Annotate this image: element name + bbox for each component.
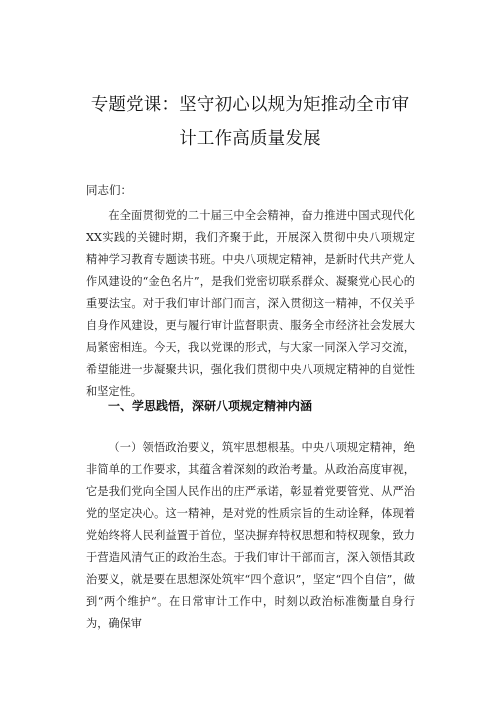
body-paragraph-1: 在全面贯彻党的二十届三中全会精神，奋力推进中国式现代化XX实践的关键时期，我们齐聚于此，开展深入贯彻中央八项规定精神学习教育专题读书班。中央八项规定精神，是新时代共产党人作风建设的“金色名片”，是我们党密切联系群众、凝聚党心民心的重要法宝。对于我们审计部门而言，深入贯彻这一精神，不仅关乎自身作风建设，更与履行审计监督职责、服务全市经济社会发展大局紧密相连。今天，我以党课的形式，与大家一同深入学习交流，希望能进一步凝聚共识，强化我们贯彻中央八项规定精神的自觉性和坚定性。	[86, 209, 415, 398]
section-heading-1: 一、学思践悟，深研八项规定精神内涵	[108, 399, 313, 413]
document-title-line-2: 计工作高质量发展	[179, 129, 321, 149]
salutation: 同志们：	[86, 183, 132, 197]
document-title-line-1: 专题党课：坚守初心以规为矩推动全市审	[90, 95, 410, 115]
body-paragraph-2: （一）领悟政治要义，筑牢思想根基。中央八项规定精神，绝非简单的工作要求，其蕴含着深刻的政治考量。从政治高度审视，它是我们党向全国人民作出的庄严承诺，彰显着党要管党、从严治党的坚定决心。这一精神，是对党的性质宗旨的生动诠释，体现着党始终将人民利益置于首位，坚决摒弃特权思想和特权现象，致力于营造风清气正的政治生态。于我们审计干部而言，深入领悟其政治要义，就是要在思想深处筑牢“四个意识”，坚定“四个自信”，做到“两个维护“。在日常审计工作中，时刻以政治标准衡量自身行为，确保审	[86, 441, 415, 630]
